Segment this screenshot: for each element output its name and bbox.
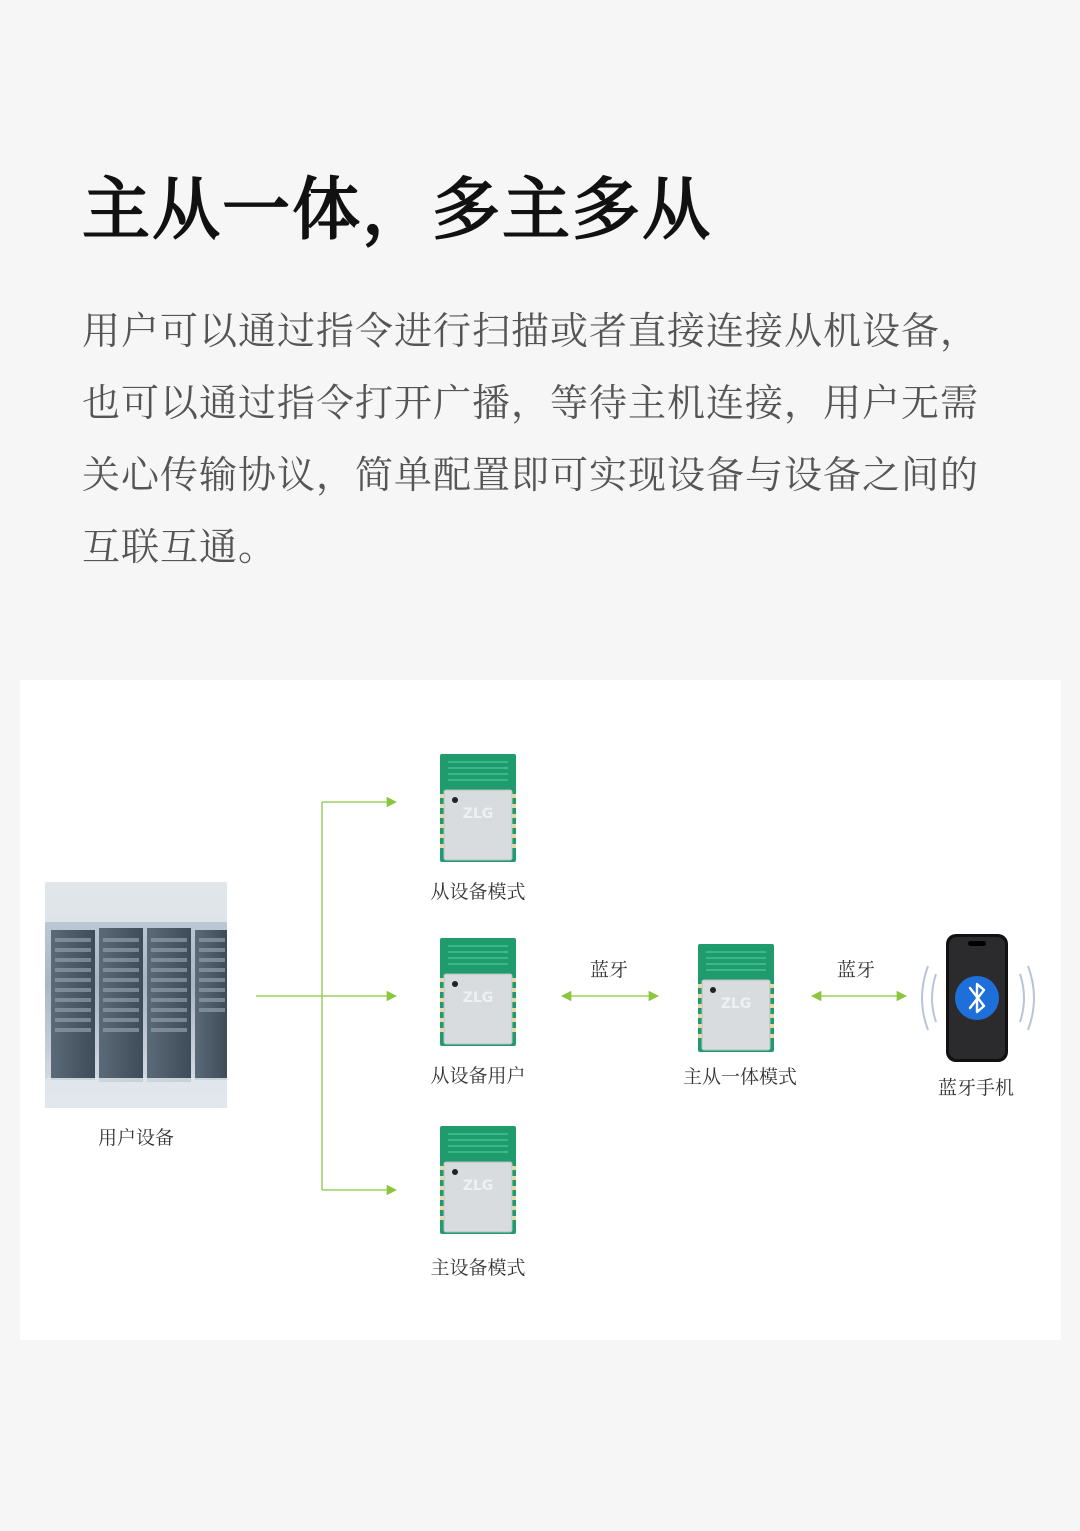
chip-brand-text: ZLG (462, 990, 494, 1006)
module-bottom-label: 主设备模式 (430, 1257, 526, 1279)
link-right-label: 蓝牙 (836, 959, 876, 981)
user-device-label: 用户设备 (97, 1127, 175, 1149)
server-rack-image (45, 882, 227, 1108)
ble-module-right (696, 944, 776, 1054)
chip-brand-text: ZLG (462, 806, 494, 822)
chip-brand-text: ZLG (720, 996, 752, 1012)
module-middle-label: 从设备用户 (430, 1065, 526, 1087)
diagram-panel (20, 680, 1061, 1340)
ble-module-top (438, 754, 518, 864)
ble-module-bottom (438, 1126, 518, 1236)
ble-module-middle (438, 938, 518, 1048)
module-top-label: 从设备模式 (430, 881, 526, 903)
phone-label: 蓝牙手机 (937, 1077, 1015, 1099)
page-description: 用户可以通过指令进行扫描或者直接连接从机设备，也可以通过指令打开广播，等待主机连接，用户无需关心传输协议，简单配置即可实现设备与设备之间的互联互通。 (82, 309, 980, 569)
bluetooth-phone-image (914, 930, 1042, 1066)
chip-brand-text: ZLG (462, 1178, 494, 1194)
page-title: 主从一体，多主多从 (82, 171, 713, 250)
module-right-label: 主从一体模式 (682, 1066, 798, 1088)
link-left-label: 蓝牙 (589, 959, 629, 981)
